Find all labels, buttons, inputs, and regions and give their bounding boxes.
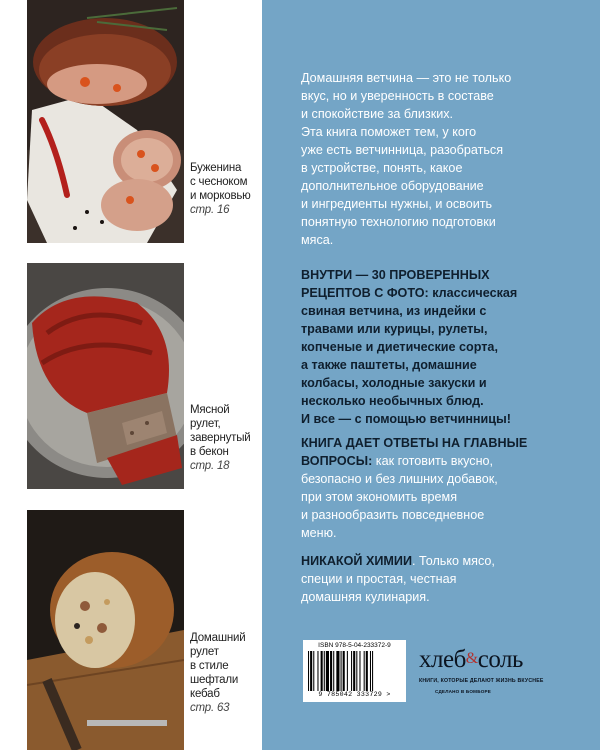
text-line: ВНУТРИ — 30 ПРОВЕРЕННЫХ bbox=[301, 268, 490, 282]
barcode-bar bbox=[353, 651, 355, 691]
answers-paragraph bbox=[301, 434, 571, 542]
caption-line: в стиле bbox=[190, 660, 229, 672]
no-chemistry-heading: НИКАКОЙ ХИМИИ bbox=[301, 554, 413, 568]
barcode-bar bbox=[333, 651, 334, 691]
text-line: мяса. bbox=[301, 233, 334, 247]
text-line: а также паштеты, домашние bbox=[301, 358, 477, 372]
text-line: меню. bbox=[301, 526, 337, 540]
logo-tagline: КНИГИ, КОТОРЫЕ ДЕЛАЮТ ЖИЗНЬ ВКУСНЕЕ bbox=[419, 678, 544, 684]
text-line: Домашняя ветчина — это не только bbox=[301, 71, 512, 85]
caption-line: и морковью bbox=[190, 190, 251, 202]
barcode-bar bbox=[321, 651, 323, 691]
caption-line: Мясной bbox=[190, 404, 230, 416]
barcode-bar bbox=[343, 651, 345, 691]
answers-heading-end: ВОПРОСЫ: bbox=[301, 454, 373, 468]
barcode-bars bbox=[306, 651, 403, 691]
barcode-bar bbox=[364, 651, 365, 691]
intro-paragraph bbox=[301, 69, 571, 249]
photo-roast-pork bbox=[27, 0, 184, 243]
barcode-bar bbox=[351, 651, 352, 691]
text-line: дополнительное оборудование bbox=[301, 179, 484, 193]
caption-line: завернутый bbox=[190, 432, 251, 444]
answers-heading: КНИГА ДАЕТ ОТВЕТЫ НА ГЛАВНЫЕ bbox=[301, 436, 528, 450]
caption-meatloaf bbox=[190, 403, 260, 473]
text-line: и разнообразить повседневное bbox=[301, 508, 485, 522]
barcode-bar bbox=[370, 651, 371, 691]
text-line: свиная ветчина, из индейки с bbox=[301, 304, 487, 318]
barcode-bar bbox=[359, 651, 360, 691]
logo-publisher: СДЕЛАНО В БОМБОРЕ bbox=[435, 689, 491, 694]
barcode-bar bbox=[356, 651, 357, 691]
barcode-bar bbox=[372, 651, 373, 691]
caption-line: шефтали bbox=[190, 674, 239, 686]
inside-paragraph bbox=[301, 266, 571, 428]
caption-page: стр. 18 bbox=[190, 460, 230, 472]
text-line: колбасы, холодные закуски и bbox=[301, 376, 487, 390]
caption-roast-pork bbox=[190, 161, 260, 217]
logo-right: соль bbox=[477, 646, 523, 673]
caption-line: кебаб bbox=[190, 688, 220, 700]
logo-left: хлеб bbox=[419, 646, 466, 673]
text-fragment: . Только мясо, bbox=[412, 554, 495, 568]
isbn-text: ISBN 978-5-04-233372-9 bbox=[318, 642, 391, 649]
barcode-bar bbox=[347, 651, 348, 691]
text-line: понятную технологию подготовки bbox=[301, 215, 496, 229]
text-line bbox=[301, 552, 571, 570]
caption-page: стр. 16 bbox=[190, 204, 230, 216]
text-line: уже есть ветчинница, разобраться bbox=[301, 143, 504, 157]
text-line: РЕЦЕПТОВ С ФОТО: классическая bbox=[301, 286, 518, 300]
text-line: безопасно и без лишних добавок, bbox=[301, 472, 498, 486]
no-chemistry-paragraph bbox=[301, 552, 571, 606]
caption-page: стр. 63 bbox=[190, 702, 230, 714]
photo-meatloaf-bacon bbox=[27, 263, 184, 489]
text-line: копченые и диетические сорта, bbox=[301, 340, 498, 354]
text-line: травами или курицы, рулеты, bbox=[301, 322, 488, 336]
barcode bbox=[303, 640, 406, 702]
caption-line: рулет bbox=[190, 646, 219, 658]
text-line: вкус, но и уверенность в составе bbox=[301, 89, 494, 103]
logo-ampersand: & bbox=[465, 650, 478, 667]
text-line: и спокойствие за близких. bbox=[301, 107, 454, 121]
barcode-digits: 9 785042 333729 > bbox=[318, 691, 391, 698]
text-line: домашняя кулинария. bbox=[301, 590, 430, 604]
barcode-bar bbox=[366, 651, 368, 691]
logo-wordmark bbox=[419, 647, 559, 676]
barcode-bar bbox=[310, 651, 312, 691]
text-line: специи и простая, честная bbox=[301, 572, 457, 586]
text-line: несколько необычных блюд. bbox=[301, 394, 484, 408]
barcode-bar bbox=[308, 651, 309, 691]
barcode-bar bbox=[313, 651, 314, 691]
caption-line: рулет, bbox=[190, 418, 221, 430]
text-line bbox=[301, 452, 571, 470]
text-line: Эта книга поможет тем, у кого bbox=[301, 125, 477, 139]
barcode-bar bbox=[326, 651, 329, 691]
barcode-bar bbox=[336, 651, 339, 691]
text-line: в устройстве, понять, какое bbox=[301, 161, 463, 175]
barcode-bar bbox=[324, 651, 325, 691]
text-line: и ингредиенты нужны, и освоить bbox=[301, 197, 493, 211]
publisher-logo bbox=[419, 647, 559, 694]
barcode-bar bbox=[341, 651, 342, 691]
caption-line: с чесноком bbox=[190, 176, 248, 188]
caption-homemade-roll bbox=[190, 631, 260, 715]
text-line: И все — с помощью ветчинницы! bbox=[301, 412, 511, 426]
caption-line: Домашний bbox=[190, 632, 246, 644]
photo-homemade-roll bbox=[27, 510, 184, 750]
barcode-bar bbox=[330, 651, 332, 691]
text-line: при этом экономить время bbox=[301, 490, 458, 504]
caption-line: в бекон bbox=[190, 446, 229, 458]
text-fragment: как готовить вкусно, bbox=[372, 454, 494, 468]
caption-line: Буженина bbox=[190, 162, 242, 174]
barcode-bar bbox=[317, 651, 318, 691]
